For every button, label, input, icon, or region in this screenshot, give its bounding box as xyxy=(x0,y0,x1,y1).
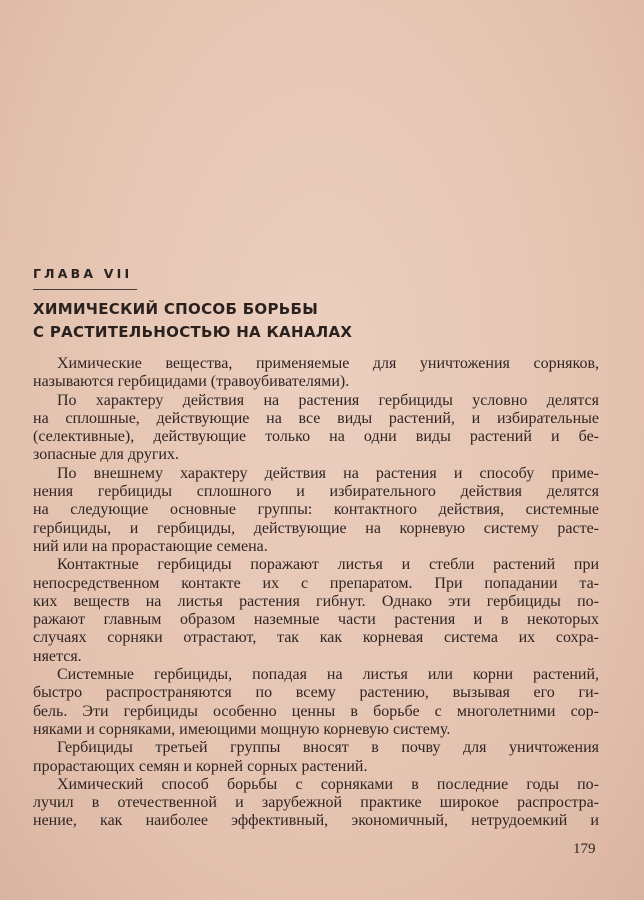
chapter-title-line: С РАСТИТЕЛЬНОСТЬЮ НА КАНАЛАХ xyxy=(33,323,353,341)
text-line: бель. Эти гербициды особенно ценны в борьбе с многолетними сор- xyxy=(33,702,599,720)
chapter-rule xyxy=(33,289,137,290)
text-line: на следующие основные группы: контактного действия, системные xyxy=(33,501,599,519)
page-number: 179 xyxy=(573,841,596,857)
text-line: на сплошные, действующие на все виды растений, и избирательные xyxy=(33,409,599,427)
text-line: нение, как наиболее эффективный, экономичный, нетрудоемкий и xyxy=(33,812,599,830)
text-line: По характеру действия на растения гербициды условно делятся xyxy=(57,391,599,409)
chapter-title xyxy=(33,298,593,344)
text-line: зопасные для других. xyxy=(33,446,179,464)
text-line: ний или на прорастающие семена. xyxy=(33,537,268,555)
text-line: По внешнему характеру действия на растения и способу приме- xyxy=(57,464,599,482)
chapter-title-line: ХИМИЧЕСКИЙ СПОСОБ БОРЬБЫ xyxy=(33,300,319,318)
text-line: Системные гербициды, попадая на листья или корни растений, xyxy=(57,666,599,684)
text-line: быстро распространяются по всему растению, вызывая его ги- xyxy=(33,684,599,702)
text-line: няется. xyxy=(33,647,82,665)
body-text xyxy=(33,355,599,831)
text-line: называются гербицидами (травоубивателями). xyxy=(33,373,350,391)
text-line: Гербициды третьей группы вносят в почву для уничтожения xyxy=(57,739,599,757)
text-line: гербициды, и гербициды, действующие на корневую систему расте- xyxy=(33,519,599,537)
text-line: нения гербициды сплошного и избирательного действия делятся xyxy=(33,483,599,501)
text-line: Контактные гербициды поражают листья и стебли растений при xyxy=(57,556,599,574)
chapter-heading: ГЛАВА VII xyxy=(33,266,133,281)
text-line: непосредственном контакте их с препаратом. При попадании та- xyxy=(33,574,599,592)
text-line: прорастающих семян и корней сорных растений. xyxy=(33,757,368,775)
text-line: ких веществ на листья растения гибнут. Однако эти гербициды по- xyxy=(33,592,599,610)
text-line: лучил в отечественной и зарубежной практике широкое распростра- xyxy=(33,794,599,812)
text-line: (селективные), действующие только на одни виды растений и бе- xyxy=(33,428,599,446)
text-line: Химический способ борьбы с сорняками в последние годы по- xyxy=(57,775,599,793)
text-line: няками и сорняками, имеющими мощную корневую систему. xyxy=(33,720,451,738)
text-line: ражают главным образом наземные части растения и в некоторых xyxy=(33,611,599,629)
text-line: Химические вещества, применяемые для уничтожения сорняков, xyxy=(57,355,599,372)
text-line: случаях сорняки отрастают, так как корневая система их сохра- xyxy=(33,629,599,647)
